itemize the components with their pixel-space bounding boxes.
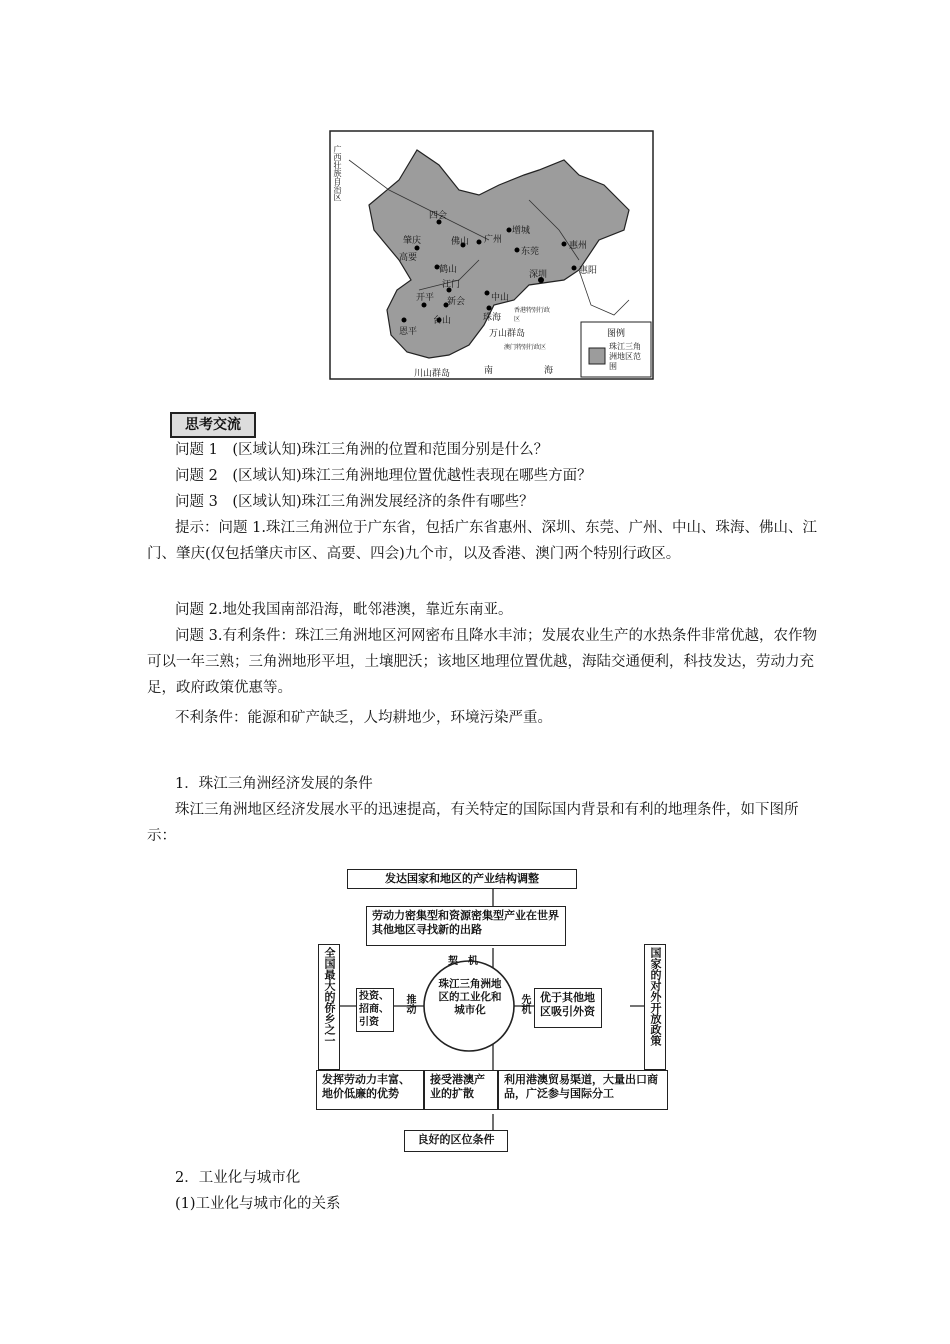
city-label: 香港特别行政区	[514, 307, 551, 323]
flow-first: 先机	[519, 994, 530, 1014]
flow-center: 珠江三角洲地区的工业化和城市化	[438, 978, 502, 1016]
city-label: 澳门特别行政区	[504, 344, 547, 351]
pearl-river-delta-map	[329, 130, 654, 380]
city-label: 增城	[512, 226, 531, 236]
flow-bottom-2: 接受港澳产业的扩散	[424, 1070, 498, 1110]
city-label: 佛山	[451, 237, 470, 247]
flow-opportunity: 契 机	[448, 956, 478, 967]
flow-top-2: 劳动力密集型和资源密集型产业在世界其他地区寻找新的出路	[366, 906, 566, 946]
city-label: 鹤山	[439, 265, 458, 275]
city-label: 新会	[447, 297, 466, 307]
city-label: 珠海	[483, 313, 502, 323]
city-label: 中山	[491, 293, 510, 303]
city-label: 川山群岛	[414, 369, 451, 379]
think-exchange-header: 思考交流	[170, 412, 256, 438]
city-label: 惠阳	[579, 266, 598, 276]
city-label: 万山群岛	[489, 329, 526, 339]
flow-bottom-1: 发挥劳动力丰富、地价低廉的优势	[316, 1070, 424, 1110]
city-label: 深圳	[529, 270, 548, 280]
sea-label: 海	[544, 366, 554, 376]
sea-label: 南	[484, 366, 494, 376]
section-2-title: 2．工业化与城市化	[175, 1170, 301, 1186]
question-3: 问题 3 (区域认知)珠江三角洲发展经济的条件有哪些？	[175, 494, 534, 510]
flow-invest: 投资、招商、引资	[356, 988, 394, 1032]
hint-2: 问题 2.地处我国南部沿海，毗邻港澳，靠近东南亚。	[175, 602, 513, 618]
city-label: 四会	[429, 211, 448, 221]
question-1: 问题 1 (区域认知)珠江三角洲的位置和范围分别是什么？	[175, 442, 549, 458]
flow-bottom-3: 利用港澳贸易渠道，大量出口商品，广泛参与国际分工	[498, 1070, 668, 1110]
section-1-title: 1．珠江三角洲经济发展的条件	[175, 776, 373, 792]
hint-1: 提示：问题 1.珠江三角洲位于广东省，包括广东省惠州、深圳、东莞、广州、中山、珠海、佛山、江门、肇庆(仅包括肇庆市区、高要、四会)九个市，以及香港、澳门两个特别行政区。	[147, 520, 817, 562]
region-label: 广西壮族自治区	[333, 145, 342, 201]
section-1-text: 珠江三角洲地区经济发展水平的迅速提高，有关特定的国际国内背景和有利的地理条件，如下图所示：	[147, 802, 799, 844]
flow-attract: 优于其他地区吸引外资	[534, 988, 602, 1028]
city-label: 高要	[399, 253, 418, 263]
flow-push: 推动	[404, 994, 415, 1014]
city-label: 台山	[433, 316, 452, 326]
city-label: 开平	[416, 293, 435, 303]
section-2-sub: (1)工业化与城市化的关系	[175, 1196, 341, 1212]
city-label: 广州	[484, 235, 503, 245]
city-label: 恩平	[399, 327, 418, 337]
flow-top-1: 发达国家和地区的产业结构调整	[347, 869, 577, 889]
question-2: 问题 2 (区域认知)珠江三角洲地理位置优越性表现在哪些方面？	[175, 468, 592, 484]
city-label: 惠州	[569, 241, 588, 251]
conditions-flowchart	[316, 866, 670, 1156]
flow-left-vertical: 全国最大的侨乡之一	[318, 944, 340, 1070]
city-label: 肇庆	[403, 236, 422, 246]
hint-4: 不利条件：能源和矿产缺乏，人均耕地少，环境污染严重。	[175, 710, 552, 726]
legend-title: 图例	[607, 329, 626, 339]
legend-text: 珠江三角洲地区范围	[609, 342, 641, 371]
flow-base: 良好的区位条件	[404, 1130, 508, 1152]
hint-3: 问题 3.有利条件：珠江三角洲地区河网密布且降水丰沛；发展农业生产的水热条件非常优越，农作物可以一年三熟；三角洲地形平坦，土壤肥沃；该地区地理位置优越，海陆交通便利，科技发达，劳动力充足，政府政策优惠等。	[147, 628, 817, 696]
city-label: 江门	[442, 280, 461, 290]
city-label: 东莞	[521, 247, 540, 257]
flow-right-vertical: 国家的对外开放政策	[644, 944, 666, 1070]
